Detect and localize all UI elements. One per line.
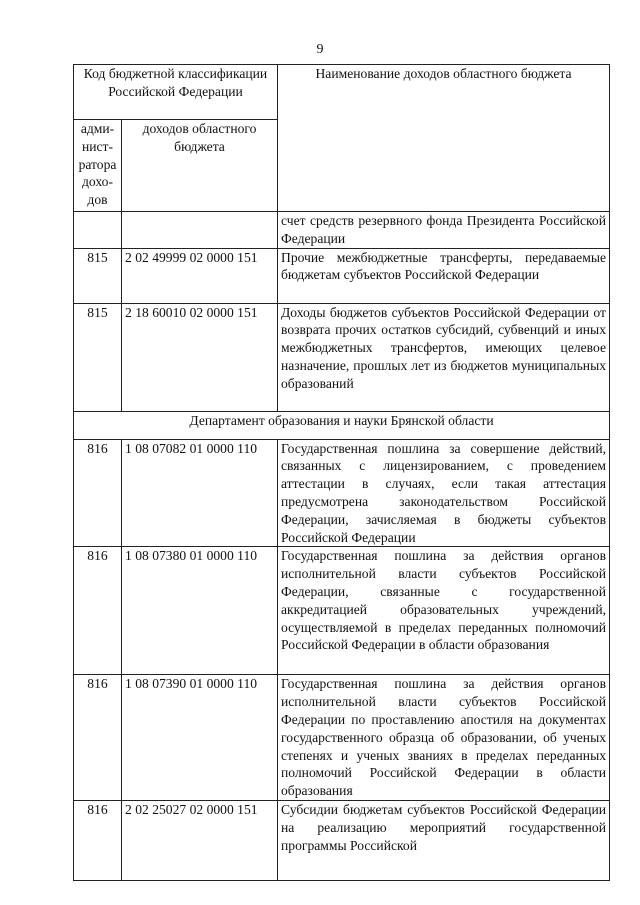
header-income: доходов областного бюджета bbox=[122, 120, 278, 212]
row-name: Прочие межбюджетные трансферты, передаваемые бюджетам субъектов Российской Федерации bbox=[278, 248, 610, 303]
row-name: счет средств резервного фонда Президента Российской Федерации bbox=[278, 212, 610, 249]
table-row bbox=[74, 212, 610, 249]
row-code: 1 08 07082 01 0000 110 bbox=[122, 439, 278, 547]
row-code: 1 08 07390 01 0000 110 bbox=[122, 675, 278, 801]
row-admin bbox=[74, 212, 122, 249]
row-name: Доходы бюджетов субъектов Российской Федерации от возврата прочих остатков субсидий, субвенций и иных межбюджетных трансфертов, имеющих целевое назначение, прошлых лет из бюджетов муниципальных образований bbox=[278, 303, 610, 411]
row-code: 2 02 25027 02 0000 151 bbox=[122, 800, 278, 880]
table-row bbox=[74, 675, 610, 801]
row-code bbox=[122, 212, 278, 249]
table-row bbox=[74, 248, 610, 303]
table-row bbox=[74, 303, 610, 411]
table-row bbox=[74, 800, 610, 880]
table-row bbox=[74, 547, 610, 675]
row-admin: 815 bbox=[74, 303, 122, 411]
row-name: Субсидии бюджетам субъектов Российской Федерации на реализацию мероприятий государственной программы Российской bbox=[278, 800, 610, 880]
row-name: Государственная пошлина за действия органов исполнительной власти субъектов Российской Федерации по проставлению апостиля на документах государственного образца об образовании, об ученых степенях и ученых званиях в пределах переданных полномочий Российской Федерации в области образования bbox=[278, 675, 610, 801]
header-name: Наименование доходов областного бюджета bbox=[278, 65, 610, 212]
row-admin: 816 bbox=[74, 439, 122, 547]
row-code: 1 08 07380 01 0000 110 bbox=[122, 547, 278, 675]
header-admin: адми-нист-ратора дохо-дов bbox=[74, 120, 122, 212]
row-name: Государственная пошлина за совершение действий, связанных с лицензированием, с проведением аттестации в случаях, если такая аттестация предусмотрена законодательством Российской Федерации, зачисляемая в бюджеты субъектов Российской Федерации bbox=[278, 439, 610, 547]
row-admin: 816 bbox=[74, 800, 122, 880]
page-number: 9 bbox=[316, 42, 324, 57]
table-row bbox=[74, 439, 610, 547]
table-header-row bbox=[74, 65, 610, 120]
section-row bbox=[74, 411, 610, 439]
row-admin: 815 bbox=[74, 248, 122, 303]
row-code: 2 02 49999 02 0000 151 bbox=[122, 248, 278, 303]
row-name: Государственная пошлина за действия органов исполнительной власти субъектов Российской Федерации, связанные с государственной аккредитацией образовательных учреждений, осуществляемой в пределах переданных полномочий Российской Федерации в области образования bbox=[278, 547, 610, 675]
header-code-group: Код бюджетной классификации Российской Федерации bbox=[74, 65, 278, 120]
budget-classification-table bbox=[73, 64, 610, 881]
section-title: Департамент образования и науки Брянской области bbox=[74, 411, 610, 439]
row-admin: 816 bbox=[74, 675, 122, 801]
row-admin: 816 bbox=[74, 547, 122, 675]
row-code: 2 18 60010 02 0000 151 bbox=[122, 303, 278, 411]
